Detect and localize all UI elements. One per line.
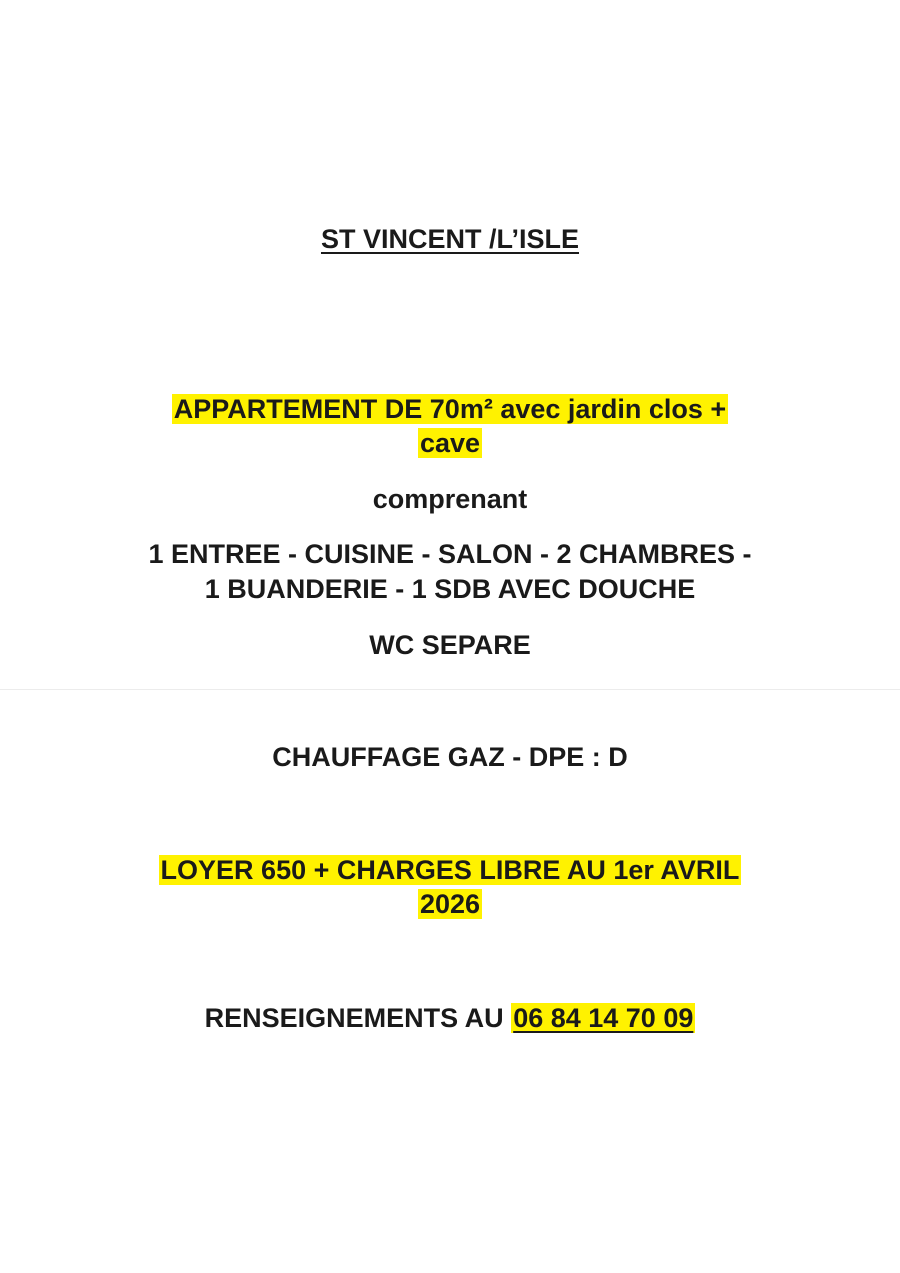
rooms-line-1: [0, 537, 900, 571]
intro-line: [0, 482, 900, 516]
heating-text: CHAUFFAGE GAZ - DPE : D: [272, 742, 628, 772]
wc-text: WC SEPARE: [369, 630, 531, 660]
scan-divider: [0, 689, 900, 690]
title-line: [0, 222, 900, 256]
contact-label: RENSEIGNEMENTS AU: [204, 1003, 512, 1033]
headline-line-2: [0, 426, 900, 460]
wc-line: [0, 628, 900, 662]
headline-line-1: [0, 392, 900, 426]
heating-line: [0, 740, 900, 774]
rooms-line-2: [0, 572, 900, 606]
rent-line-1: [0, 853, 900, 887]
contact-phone: 06 84 14 70 09: [513, 1003, 694, 1033]
rent-line-2: [0, 887, 900, 921]
rooms-text-1: 1 ENTREE - CUISINE - SALON - 2 CHAMBRES -: [148, 539, 752, 569]
rent-text-2: 2026: [419, 889, 481, 919]
headline-text-1: APPARTEMENT DE 70m² avec jardin clos +: [173, 394, 727, 424]
rent-text-1: LOYER 650 + CHARGES LIBRE AU 1er AVRIL: [160, 855, 740, 885]
headline-text-2: cave: [419, 428, 481, 458]
contact-line: [0, 1001, 900, 1035]
intro-text: comprenant: [372, 484, 528, 514]
page-title: ST VINCENT /L’ISLE: [320, 224, 580, 254]
rooms-text-2: 1 BUANDERIE - 1 SDB AVEC DOUCHE: [204, 574, 696, 604]
